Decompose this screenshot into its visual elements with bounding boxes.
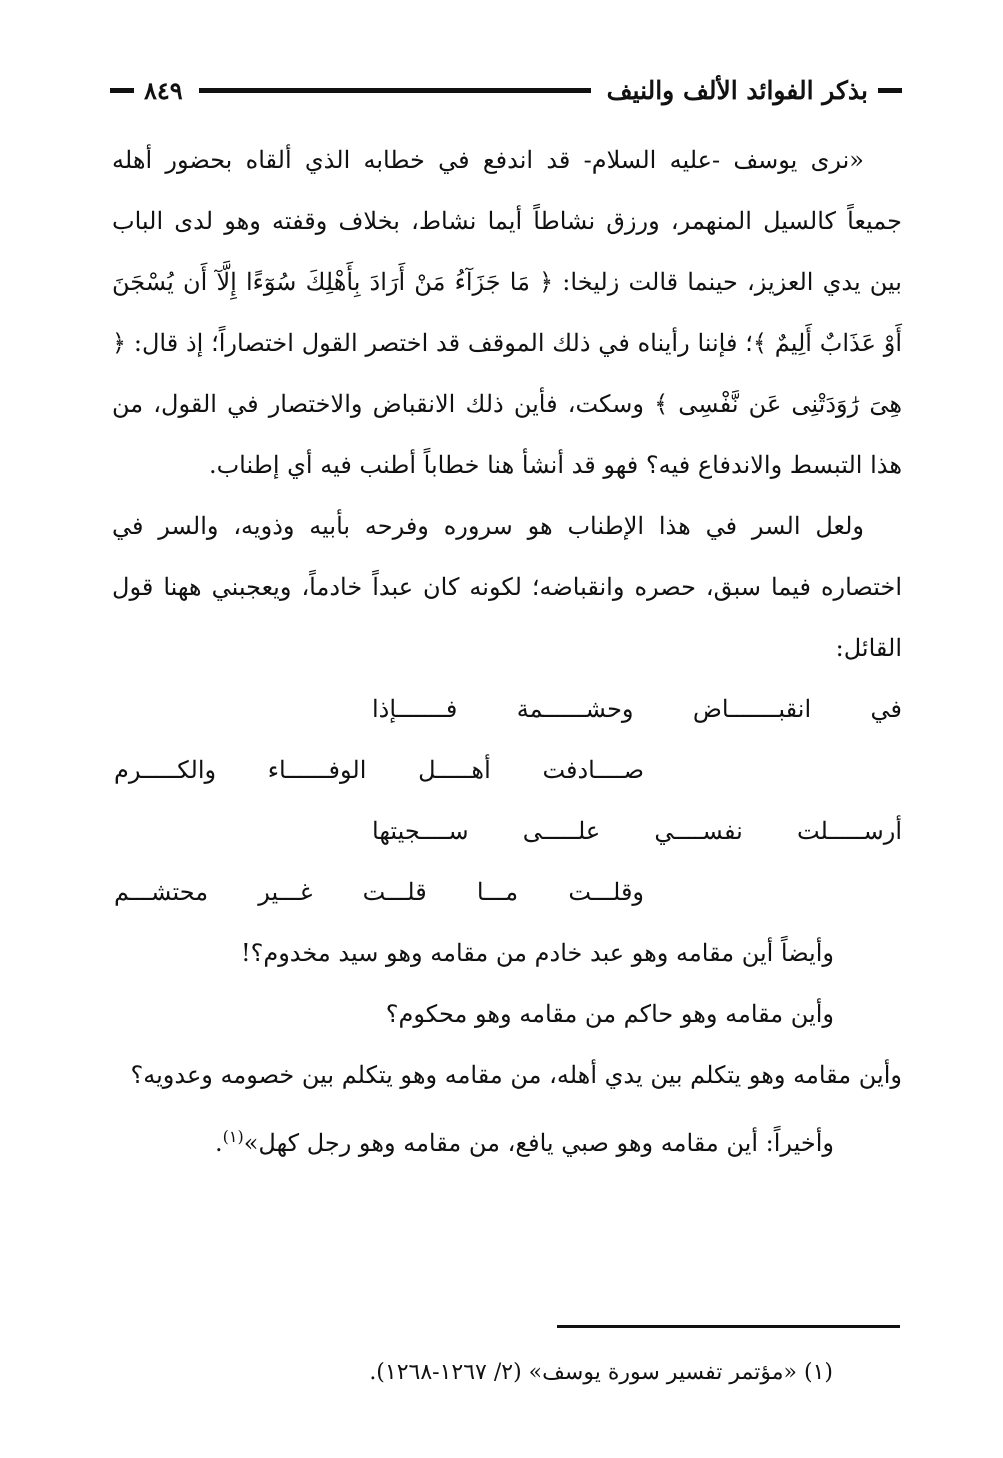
line-3: وأين مقامه وهو يتكلم بين يدي أهله، من مقامه وهو يتكلم بين خصومه وعدويه؟ xyxy=(130,1061,902,1089)
line-2: وأين مقامه وهو حاكم من مقامه وهو محكوم؟ xyxy=(385,1000,834,1028)
paragraph-1-part-c: وسكت، فأين ذلك الانقباض والاختصار في القول، من هذا التبسط والاندفاع فيه؟ فهو قد أنشأ هنا خطاباً أطنب فيه أي إطناب. xyxy=(112,390,902,479)
poem-verse-3 xyxy=(112,801,902,862)
poem-verse-4-text: وقلـــت مـــا قلـــت غـــير محتشـــم xyxy=(114,878,644,906)
header-title: بذكر الفوائد الألف والنيف xyxy=(606,75,868,105)
paragraph-1-part-a: «نرى يوسف -عليه السلام- قد اندفع في خطابه الذي ألقاه بحضور أهله جميعاً كالسيل المنهمر، ورزق نشاطاً أيما نشاط، بخلاف وقفته وهو لدى الباب بين يدي العزيز، حينما قالت زليخا: xyxy=(112,146,902,296)
header-dash-end xyxy=(110,88,134,93)
line-4 xyxy=(112,1106,902,1174)
footnote-separator xyxy=(557,1325,900,1328)
poem-verse-2 xyxy=(112,740,902,801)
footnote: (١) «مؤتمر تفسير سورة يوسف» (٢/ ١٢٦٧-١٢٦٨). xyxy=(369,1360,833,1385)
poem-verse-4 xyxy=(112,862,902,923)
page-number: ٨٤٩ xyxy=(144,75,183,105)
footnote-marker[interactable]: (١) xyxy=(222,1127,244,1146)
header-dash xyxy=(878,88,902,93)
poem-verse-2-text: صــــادفت أهـــــل الوفــــــاء والكـــــرم xyxy=(114,756,644,784)
paragraph-1 xyxy=(112,130,902,496)
header-rule xyxy=(199,88,591,93)
quran-verse-2: ﴿ هِىَ رَٰوَدَتْنِى عَن نَّفْسِى ﴾ xyxy=(112,329,902,418)
paragraph-1-part-b: ؛ فإننا رأيناه في ذلك الموقف قد اختصر القول اختصاراً؛ إذ قال: xyxy=(133,329,753,357)
line-4-end: . xyxy=(214,1129,223,1157)
paragraph-2: ولعل السر في هذا الإطناب هو سروره وفرحه بأبيه وذويه، والسر في اختصاره فيما سبق، حصره وانقباضه؛ لكونه كان عبداً خادماً، ويعجبني ههنا قول القائل: xyxy=(112,512,902,662)
main-text xyxy=(112,130,902,1174)
poem-verse-3-text: أرســـــلت نفســــي علـــــى ســــجيتها xyxy=(372,817,902,845)
quran-verse-1: ﴿ مَا جَزَآءُ مَنْ أَرَادَ بِأَهْلِكَ سُوٓءًا إِلَّآ أَن يُسْجَنَ أَوْ عَذَابٌ أَلِيمٌ ﴾ xyxy=(112,268,902,357)
poem-verse-1-text: في انقبـــــــاض وحشــــــمة فـــــــإذا xyxy=(372,695,902,723)
line-1: وأيضاً أين مقامه وهو عبد خادم من مقامه وهو سيد مخدوم؟! xyxy=(240,939,834,967)
poem-verse-1 xyxy=(112,679,902,740)
running-header xyxy=(110,70,902,110)
line-4-text: وأخيراً: أين مقامه وهو صبي يافع، من مقامه وهو رجل كهل» xyxy=(243,1129,834,1157)
